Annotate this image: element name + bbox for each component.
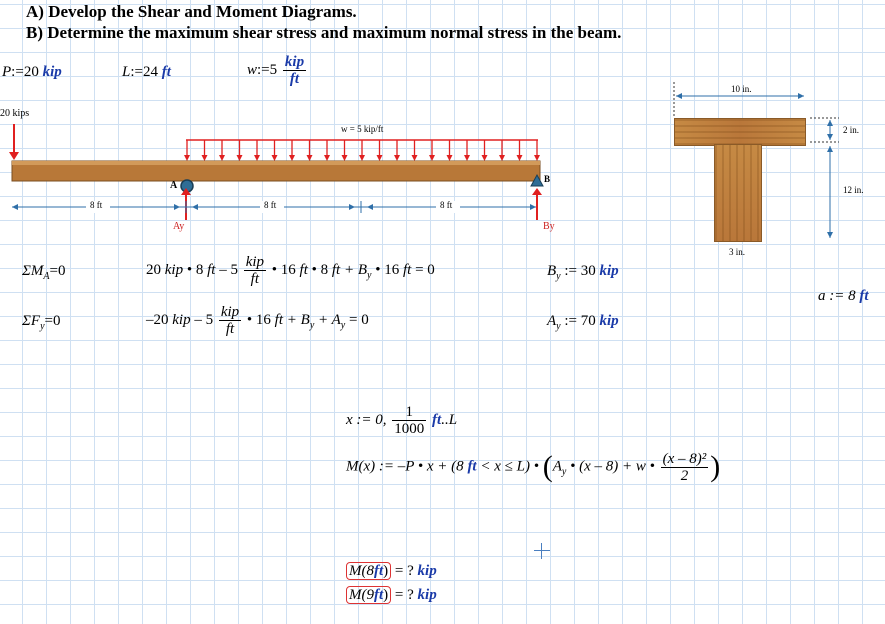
ay-symbol: A — [547, 313, 557, 329]
eq1-term: • 8 — [186, 261, 204, 278]
dist-load-arrowhead — [272, 155, 278, 161]
moment-ay: A — [552, 458, 562, 475]
moment-function[interactable] — [346, 450, 720, 484]
range-unit: ft — [432, 411, 442, 428]
w-unit-den: ft — [289, 71, 300, 87]
moment-rest: • (x – 8) + w • — [570, 458, 655, 475]
eq1-frac-den: ft — [250, 271, 260, 287]
eq2-unit: kip — [172, 311, 191, 328]
eq1-term: • 16 — [271, 261, 296, 278]
w-definition[interactable] — [247, 54, 308, 87]
problem-line-a: A) Develop the Shear and Moment Diagrams. — [26, 2, 357, 21]
ay-value: := 70 — [564, 313, 596, 329]
a-unit: ft — [859, 288, 869, 304]
dist-load-arrowhead — [237, 155, 243, 161]
assign-op: := — [130, 64, 143, 80]
dist-load-arrowhead — [307, 155, 313, 161]
eval-close: ) — [383, 563, 389, 579]
eq2-term: – 5 — [194, 311, 214, 328]
sum-fy-sub: y — [40, 321, 45, 332]
eq2-sub: y — [340, 319, 346, 331]
dist-load-arrowhead — [482, 155, 488, 161]
sum-force-y[interactable] — [22, 313, 61, 332]
range-lhs: x := 0, — [346, 411, 387, 428]
p-value: 20 — [23, 64, 39, 80]
eq1-unit: ft — [403, 261, 412, 278]
ay-sub: y — [556, 321, 561, 332]
moment-frac-den: 2 — [680, 467, 689, 484]
range-den: 1000 — [394, 421, 425, 437]
w-unit-fraction — [283, 54, 306, 87]
point-load-label: 20 kips — [0, 108, 30, 119]
eq2-sub: y — [309, 319, 315, 331]
eq2-unit: ft — [274, 311, 284, 328]
l-value: 24 — [142, 64, 158, 80]
dist-load-arrowhead — [219, 155, 225, 161]
eq1-fraction — [244, 254, 266, 287]
by-value: := 30 — [564, 263, 596, 279]
l-symbol: L — [122, 64, 131, 80]
eq1-unit: ft — [331, 261, 341, 278]
dist-load-arrowhead — [324, 155, 330, 161]
w-unit-num: kip — [284, 54, 305, 70]
dist-load-arrowhead — [534, 155, 540, 161]
crosshair-icon — [534, 543, 550, 559]
support-b-label: B — [544, 174, 551, 184]
sum-ma-sub: A — [43, 271, 50, 282]
moment-unit: ft — [467, 458, 477, 475]
force-equation[interactable] — [146, 304, 369, 337]
eval-m-9[interactable] — [346, 587, 437, 604]
dist-load-arrowhead — [517, 155, 523, 161]
dist-load-arrowhead — [377, 155, 383, 161]
eval-expr: M(8 — [349, 563, 374, 579]
eq2-frac-den: ft — [225, 321, 235, 337]
ay-unit: kip — [599, 313, 619, 329]
dimension-label-2: 8 ft — [264, 200, 277, 210]
dimension-label-3: 8 ft — [440, 200, 453, 210]
reaction-b-arrowhead — [532, 188, 542, 195]
dist-load-arrowhead — [394, 155, 400, 161]
beam-diagram — [0, 100, 560, 240]
eval-m-9-box[interactable] — [346, 586, 391, 604]
eq1-term: = 0 — [415, 261, 435, 278]
sum-ma-eq: =0 — [49, 263, 66, 279]
dist-load-arrowhead — [359, 155, 365, 161]
dist-load-arrowhead — [184, 155, 190, 161]
a-definition[interactable] — [818, 288, 869, 305]
eval-result: = ? — [394, 587, 414, 603]
w-value: 5 — [269, 61, 278, 78]
dist-load-arrowhead — [447, 155, 453, 161]
range-tail: ..L — [441, 411, 458, 428]
moment-mid: < x ≤ L) • — [480, 458, 539, 475]
range-definition[interactable] — [346, 404, 457, 437]
dimension-label-1: 8 ft — [90, 200, 103, 210]
dist-load-arrowhead — [342, 155, 348, 161]
dist-load-arrowhead — [429, 155, 435, 161]
eval-m-8-box[interactable] — [346, 562, 391, 580]
moment-fraction — [661, 451, 709, 484]
p-unit: kip — [42, 64, 62, 80]
eval-unit: ft — [374, 563, 384, 579]
flange-thickness-label: 2 in. — [843, 125, 860, 135]
eq1-term: 20 — [146, 261, 161, 278]
assign-op: := — [257, 61, 270, 78]
eq1-term: – 5 — [219, 261, 238, 278]
eq2-term: + B — [286, 311, 310, 328]
eval-unit: ft — [374, 587, 384, 603]
dist-load-arrowhead — [289, 155, 295, 161]
support-a-label: A — [170, 180, 178, 191]
moment-ay-sub: y — [561, 466, 567, 478]
moment-frac-num: (x – 8)² — [662, 450, 707, 467]
dist-load-arrows — [184, 140, 540, 161]
eval-result-unit: kip — [417, 563, 437, 579]
eq2-frac-num: kip — [220, 304, 240, 320]
l-definition[interactable] — [122, 64, 171, 81]
range-fraction — [392, 404, 426, 437]
eq2-term: = 0 — [348, 311, 369, 328]
eq1-term: • 16 — [375, 261, 400, 278]
paren-open: ( — [542, 450, 553, 483]
flange-width-label: 10 in. — [731, 84, 752, 94]
by-sub: y — [556, 271, 561, 282]
sum-fy-symbol: ΣF — [22, 313, 41, 329]
p-symbol: P — [2, 64, 12, 80]
section-dimensions — [664, 80, 854, 260]
eval-result-unit: kip — [417, 587, 437, 603]
dist-load-arrowhead — [202, 155, 208, 161]
sum-fy-eq: =0 — [44, 313, 61, 329]
dist-load-label: w = 5 kip/ft — [341, 124, 384, 134]
eval-expr: M(9 — [349, 587, 374, 603]
assign-op: := — [11, 64, 24, 80]
dist-load-arrowhead — [499, 155, 505, 161]
by-symbol: B — [547, 263, 557, 279]
dist-load-arrowhead — [412, 155, 418, 161]
dist-load-arrowhead — [464, 155, 470, 161]
l-unit: ft — [161, 64, 171, 80]
web-height-label: 12 in. — [843, 185, 864, 195]
eq1-unit: kip — [164, 261, 184, 278]
eval-m-8[interactable] — [346, 563, 437, 580]
reaction-b-label: By — [543, 221, 555, 232]
eq1-term: • 8 — [311, 261, 329, 278]
reaction-a-label: Ay — [173, 221, 185, 232]
sum-moment-a[interactable] — [22, 263, 66, 282]
eq1-sub: y — [367, 269, 372, 281]
ay-result[interactable] — [547, 313, 619, 332]
eq2-term: –20 — [146, 311, 169, 328]
paren-close: ) — [710, 450, 721, 483]
moment-lhs: M(x) := –P • x + (8 — [346, 458, 464, 475]
by-result[interactable] — [547, 263, 619, 282]
point-load-arrowhead — [9, 152, 19, 160]
eq1-term: + B — [343, 261, 368, 278]
p-definition[interactable] — [2, 64, 62, 81]
range-num: 1 — [392, 404, 426, 421]
dist-load-arrowhead — [254, 155, 260, 161]
a-value: a := 8 — [818, 288, 856, 304]
problem-line-b: B) Determine the maximum shear stress and maximum normal stress in the beam. — [26, 23, 622, 42]
eq1-unit: ft — [299, 261, 308, 278]
moment-equation[interactable] — [146, 254, 435, 287]
by-unit: kip — [599, 263, 619, 279]
eq2-term: • 16 — [246, 311, 271, 328]
eval-result: = ? — [394, 563, 414, 579]
web-width-label: 3 in. — [729, 247, 746, 257]
eq2-fraction — [219, 304, 241, 337]
beam-highlight — [12, 161, 540, 165]
w-symbol: w — [247, 61, 258, 78]
eq2-term: + A — [318, 311, 341, 328]
sum-ma-symbol: ΣM — [22, 263, 44, 279]
eval-close: ) — [383, 587, 389, 603]
eq1-frac-num: kip — [245, 254, 265, 270]
eq1-unit: ft — [207, 261, 216, 278]
